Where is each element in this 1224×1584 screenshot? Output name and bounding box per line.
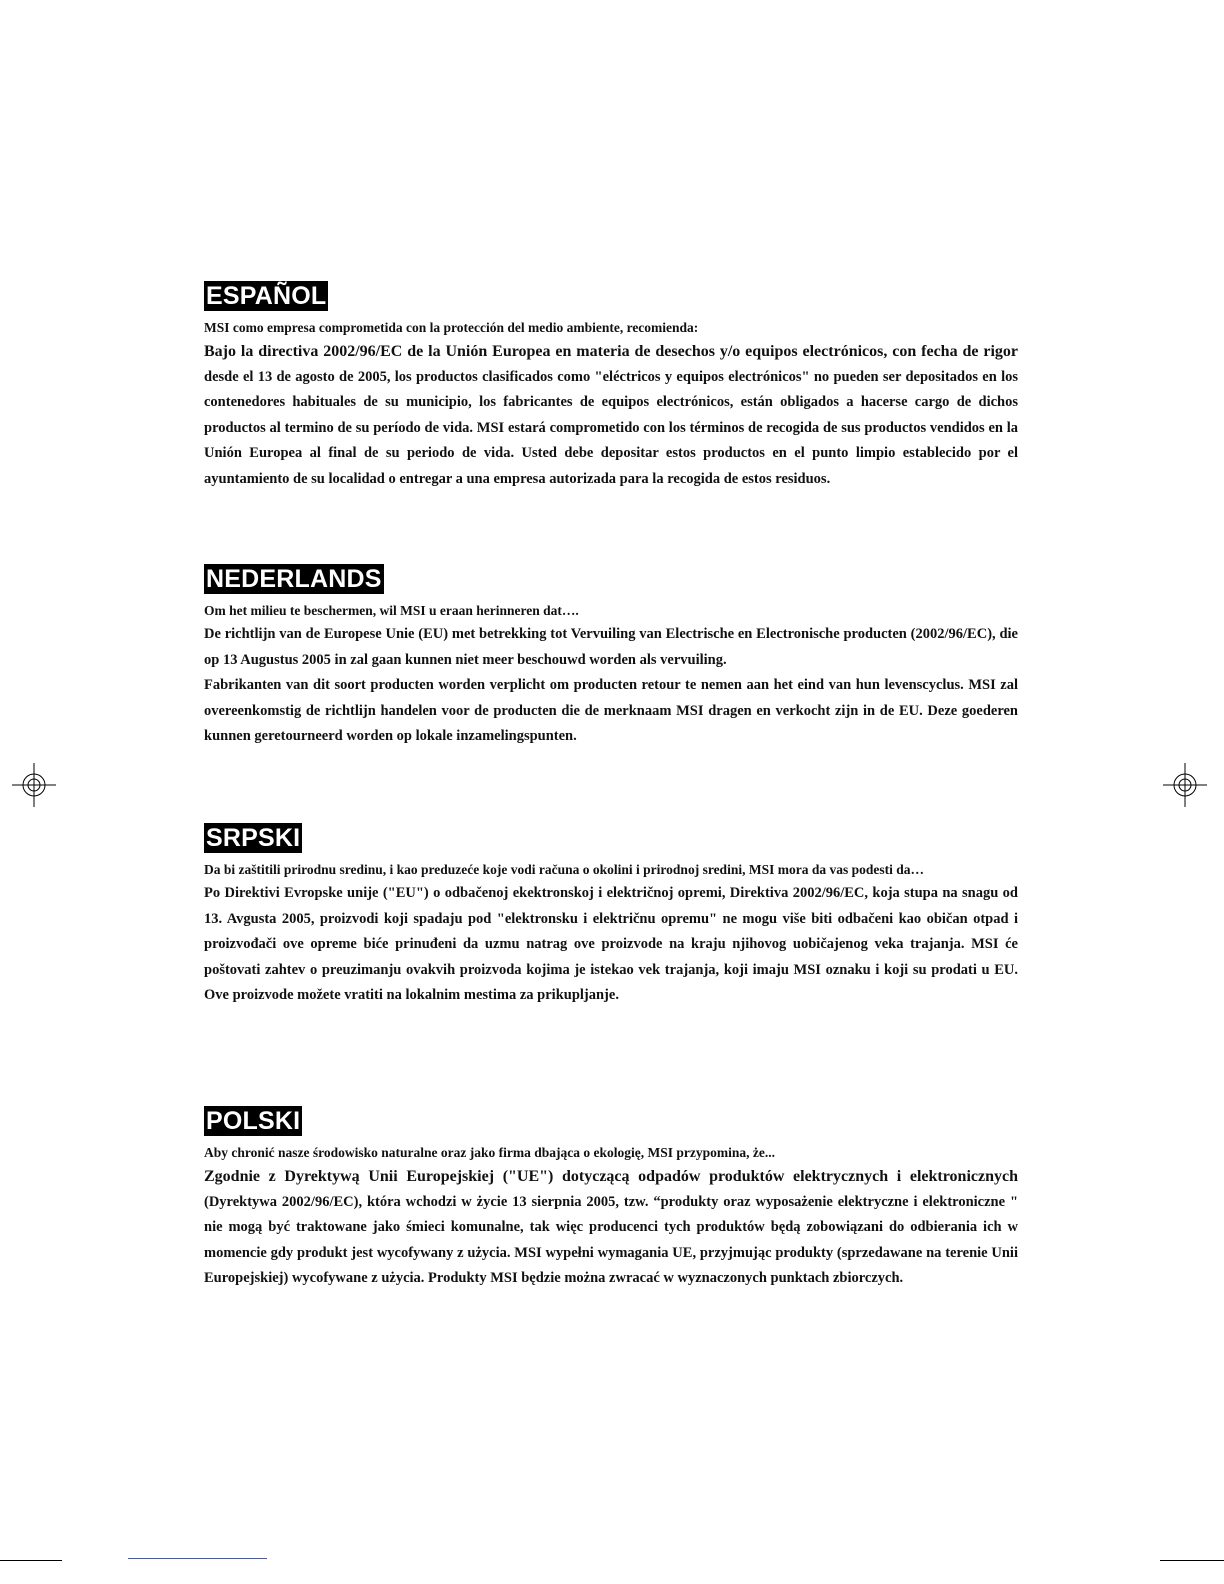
crop-line-left [0, 1560, 62, 1561]
section-body: Zgodnie z Dyrektywą Unii Europejskiej ("UE") dotyczącą odpadów produktów elektrycznych i elektronicznych (Dyrektywa 2002/96/EC), która wchodzi w życie 13 sierpnia 2005, tzw. “produkty oraz wyposażenie elektryczne i elektroniczne " nie mogą być traktowane jako śmieci komunalne, tak więc producenci tych produktów będą zobowiązani do odbierania ich w momencie gdy produkt jest wycofywany z użycia. MSI wypełni wymagania UE, przyjmując produkty (sprzedawane na terenie Unii Europejskiej) wycofywane z użycia. Produkty MSI będzie można zwracać w wyznaczonych punktach zbiorczych. [204, 1168, 1018, 1286]
section-polski [204, 1106, 1018, 1292]
registration-mark-right-icon [1163, 763, 1207, 807]
section-body: Po Direktivi Evropske unije ("EU") o odbačenoj ekektronskoj i električnoj opremi, Direktiva 2002/96/EC, koja stupa na snagu od 13. Avgusta 2005, proizvodi koji spadaju pod "elektronsku i električnu opremu" ne mogu više biti odbačeni kao običan otpad i proizvođači ove opreme biće prinuđeni da uzmu natrag ove proizvode na kraju njihovog uobičajenog veka trajanja. MSI će poštovati zahtev o preuzimanju ovakvih proizvoda kojima je istekao vek trajanja, koji imaju MSI oznaku i koji su prodati u EU. Ove proizvode možete vratiti na lokalnim mestima za prikupljanje. [204, 885, 1018, 1003]
section-intro: Aby chronić nasze środowisko naturalne oraz jako firma dbająca o ekologię, MSI przypomina, że... [204, 1145, 775, 1160]
section-intro: Da bi zaštitili prirodnu sredinu, i kao preduzeće koje vodi računa o okolini i prirodnoj sredini, MSI mora da vas podesti da… [204, 862, 924, 877]
section-intro: Om het milieu te beschermen, wil MSI u eraan herinneren dat…. [204, 603, 579, 618]
section-srpski [204, 823, 1018, 1009]
crop-line-right [1160, 1560, 1224, 1561]
registration-mark-left-icon [12, 763, 56, 807]
section-heading: SRPSKI [206, 824, 301, 852]
section-intro: MSI como empresa comprometida con la protección del medio ambiente, recomienda: [204, 320, 699, 335]
section-body: Bajo la directiva 2002/96/EC de la Unión Europea en materia de desechos y/o equipos electrónicos, con fecha de rigor desde el 13 de agosto de 2005, los productos clasificados como "eléctricos y equipos electrónicos" no pueden ser depositados en los contenedores habituales de su municipio, los fabricantes de equipos electrónicos, están obligados a hacerse cargo de dichos productos al termino de su período de vida. MSI estará comprometido con los términos de recogida de sus productos vendidos en la Unión Europea al final de su periodo de vida. Usted debe depositar estos productos en el punto limpio establecido por el ayuntamiento de su localidad o entregar a una empresa autorizada para la recogida de estos residuos. [204, 343, 1018, 487]
crop-line-center [128, 1558, 267, 1559]
section-nederlands [204, 564, 1018, 750]
section-heading: POLSKI [206, 1107, 301, 1135]
section-body-continued: Fabrikanten van dit soort producten worden verplicht om producten retour te nemen aan het eind van hun levenscyclus. MSI zal overeenkomstig de richtlijn handelen voor de producten die de merknaam MSI dragen en verkocht zijn in de EU. Deze goederen kunnen geretourneerd worden op lokale inzamelingspunten. [204, 677, 1018, 744]
section-heading: ESPAÑOL [206, 282, 327, 310]
section-espanol [204, 281, 1018, 492]
section-heading: NEDERLANDS [206, 565, 382, 593]
section-body: De richtlijn van de Europese Unie (EU) met betrekking tot Vervuiling van Electrische en Electronische producten (2002/96/EC), die op 13 Augustus 2005 in zal gaan kunnen niet meer beschouwd worden als vervuiling. [204, 626, 1018, 668]
